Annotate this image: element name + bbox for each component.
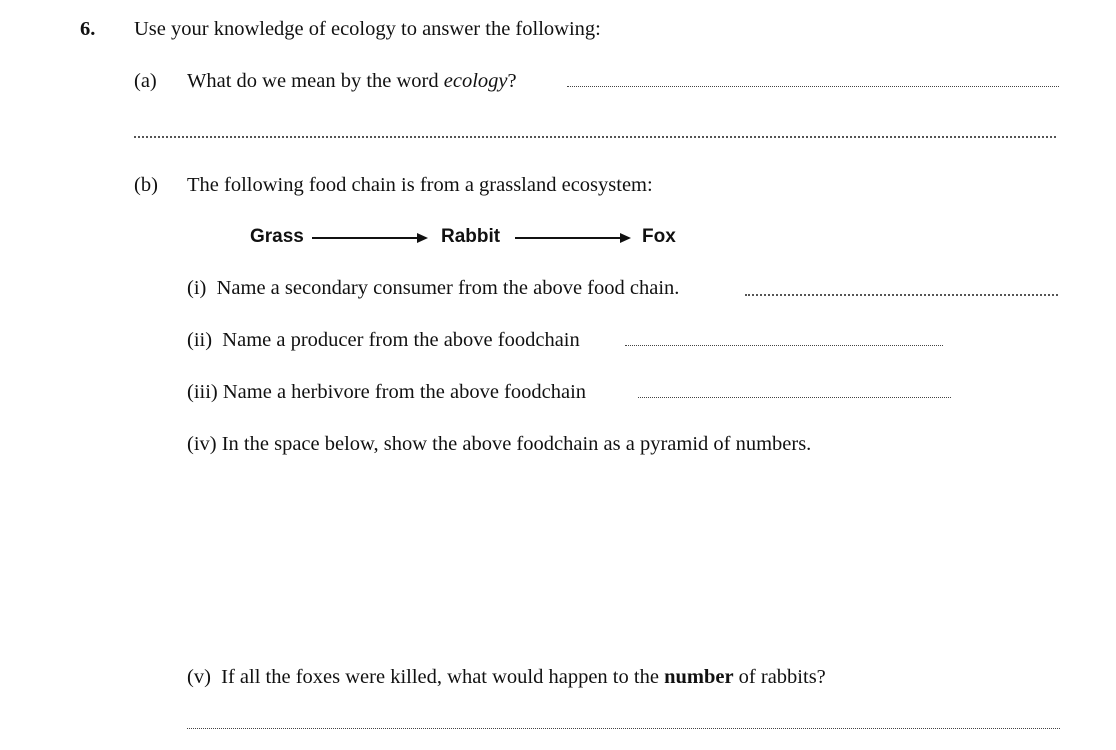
subquestion-ii (187, 328, 580, 352)
part-a-italic-term: ecology (443, 70, 508, 92)
part-a-text: What do we mean by the word (187, 70, 444, 92)
subquestion-v-bold-word: number (664, 666, 734, 688)
subquestion-v-label: (v) (187, 666, 211, 688)
subquestion-i-text: Name a secondary consumer from the above food chain. (216, 277, 680, 299)
part-b-text: The following food chain is from a grassland ecosystem: (187, 174, 653, 196)
question-number: 6. (80, 18, 96, 40)
part-b-label: (b) (134, 174, 158, 196)
food-chain-grass: Grass (250, 226, 304, 247)
subquestion-iii-text: Name a herbivore from the above foodchain (222, 381, 587, 403)
food-chain-fox: Fox (642, 226, 676, 247)
subquestion-iv (187, 432, 811, 456)
subquestion-v-text-end: of rabbits? (733, 666, 826, 688)
subquestion-i (187, 276, 679, 300)
subquestion-iv-text: In the space below, show the above foodchain as a pyramid of numbers. (221, 433, 812, 455)
part-a-question (187, 69, 517, 93)
food-chain-arrow-2 (515, 237, 629, 239)
subquestion-ii-answer-line[interactable] (625, 345, 943, 346)
question-stem: Use your knowledge of ecology to answer the following: (134, 18, 601, 40)
food-chain-rabbit: Rabbit (441, 226, 501, 247)
subquestion-ii-text: Name a producer from the above foodchain (222, 329, 580, 351)
part-a-label: (a) (134, 70, 157, 92)
subquestion-iii (187, 380, 586, 404)
subquestion-iii-label: (iii) (187, 381, 218, 403)
subquestion-i-answer-line[interactable] (745, 294, 1058, 296)
part-a-answer-line-2[interactable] (134, 136, 1056, 138)
subquestion-v (187, 665, 826, 689)
part-a-question-mark: ? (507, 70, 517, 92)
food-chain-arrow-1 (312, 237, 426, 239)
pyramid-drawing-space[interactable] (187, 462, 1067, 652)
subquestion-i-label: (i) (187, 277, 207, 299)
subquestion-ii-label: (ii) (187, 329, 213, 351)
part-a-answer-line-1[interactable] (567, 86, 1059, 87)
subquestion-iv-label: (iv) (187, 433, 217, 455)
subquestion-iii-answer-line[interactable] (638, 397, 951, 398)
subquestion-v-answer-line[interactable] (187, 728, 1060, 729)
subquestion-v-text: If all the foxes were killed, what would happen to the (221, 666, 665, 688)
